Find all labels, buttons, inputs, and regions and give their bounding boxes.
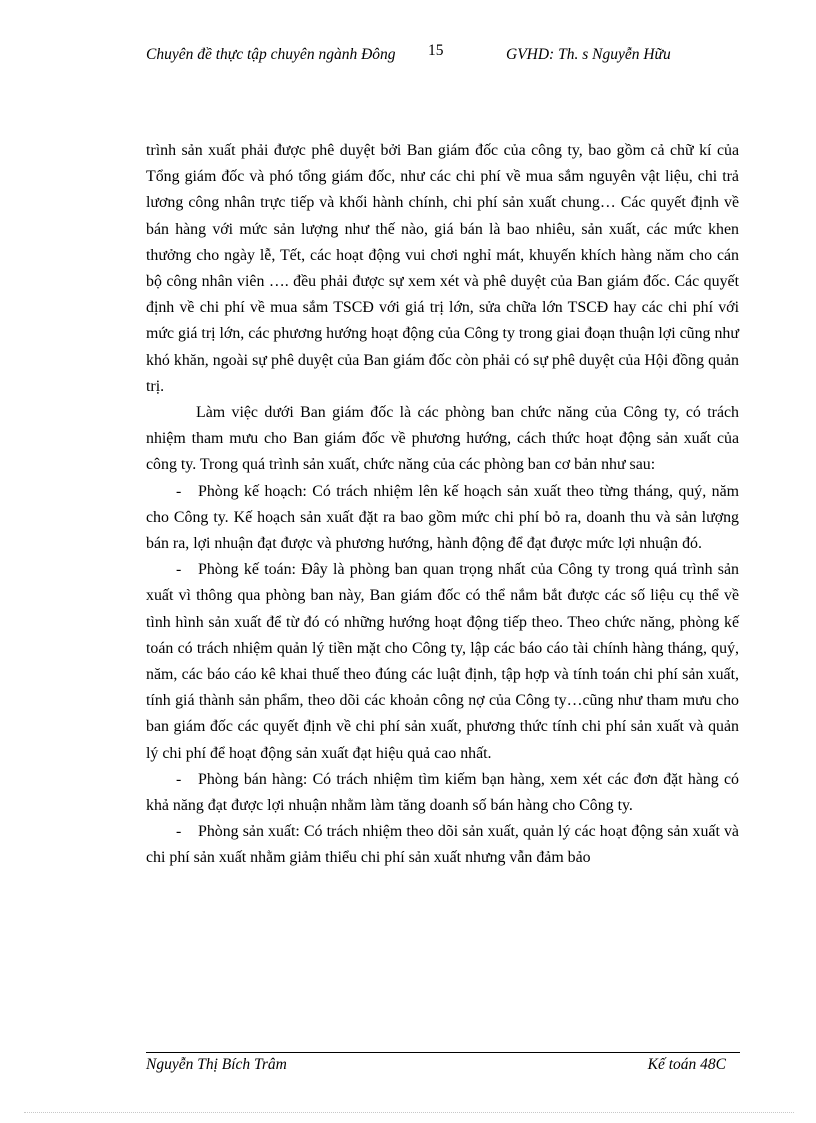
- header-advisor: GVHD: Th. s Nguyễn Hữu: [506, 46, 671, 63]
- list-dash: -: [176, 770, 182, 788]
- page-number: 15: [428, 42, 444, 59]
- paragraph: trình sản xuất phải được phê duyệt bởi Ban giám đốc của công ty, bao gồm cả chữ kí của Tổng giám đốc và phó tổng giám đốc, như các chi phí về mua sắm nguyên vật liệu, chi trả lương công nhân trực tiếp và khối hành chính, chi phí sản xuất chung… Các quyết định về bán hàng với mức sản lượng như thế nào, giá bán là bao nhiêu, sản xuất, các mức khen thưởng cho ngày lễ, Tết, các hoạt động vui chơi nghỉ mát, khuyến khích hàng năm cho cán bộ công nhân viên …. đều phải được sự xem xét và phê duyệt của Ban giám đốc. Các quyết định về chi phí về mua sắm TSCĐ với giá trị lớn, sửa chữa lớn TSCĐ hay các chi phí với mức giá trị lớn, các phương hướng hoạt động của Công ty trong giai đoạn thuận lợi cũng như khó khăn, ngoài sự phê duyệt của Ban giám đốc còn phải có sự phê duyệt của Hội đồng quản trị.: [146, 142, 739, 395]
- footer-divider: [146, 1052, 740, 1053]
- list-item-text: Phòng sản xuất: Có trách nhiệm theo dõi sản xuất, quản lý các hoạt động sản xuất và chi phí sản xuất nhằm giảm thiểu chi phí sản xuất nhưng vẫn đảm bảo: [146, 823, 739, 867]
- list-dash: -: [176, 482, 182, 500]
- list-dash: -: [176, 823, 182, 841]
- document-body: [146, 138, 739, 872]
- list-item: [146, 479, 739, 558]
- list-item: [146, 767, 739, 819]
- footer-class: Kế toán 48C: [647, 1056, 726, 1073]
- list-item-text: Phòng kế toán: Đây là phòng ban quan trọng nhất của Công ty trong quá trình sản xuất vì thông qua phòng ban này, Ban giám đốc có thể nắm bắt được các số liệu cụ thể về tình hình sản xuất để từ đó có những hướng hoạt động tiếp theo. Theo chức năng, phòng kế toán có trách nhiệm quản lý tiền mặt cho Công ty, lập các báo cáo tài chính hàng tháng, quý, năm, các báo cáo kê khai thuế theo đúng các luật định, tập hợp và tính toán chi phí sản xuất, tính giá thành sản phẩm, theo dõi các khoản công nợ của Công ty…cũng như tham mưu cho ban giám đốc các quyết định về chi phí sản xuất, phương thức tính chi phí sản xuất và quản lý chi phí để hoạt động sản xuất đạt hiệu quả cao nhất.: [146, 561, 739, 762]
- header-title: Chuyên đề thực tập chuyên ngành Đông: [146, 46, 396, 63]
- list-dash: -: [176, 561, 182, 579]
- paragraph: Làm việc dưới Ban giám đốc là các phòng ban chức năng của Công ty, có trách nhiệm tham mưu cho Ban giám đốc về phương hướng, cách thức hoạt động sản xuất của công ty. Trong quá trình sản xuất, chức năng của các phòng ban cơ bản như sau:: [146, 404, 739, 474]
- list-item-text: Phòng kế hoạch: Có trách nhiệm lên kế hoạch sản xuất theo từng tháng, quý, năm cho Công ty. Kế hoạch sản xuất đặt ra bao gồm mức chi phí bỏ ra, doanh thu và sản lượng bán ra, lợi nhuận đạt được và phương hướng, hành động để đạt được mức lợi nhuận đó.: [146, 482, 739, 553]
- page-header: [146, 44, 746, 94]
- footer-author: Nguyễn Thị Bích Trâm: [146, 1056, 287, 1073]
- page-bottom-border: [24, 1112, 794, 1113]
- list-item-text: Phòng bán hàng: Có trách nhiệm tìm kiếm bạn hàng, xem xét các đơn đặt hàng có khả năng đạt được lợi nhuận nhằm làm tăng doanh số bán hàng cho Công ty.: [146, 770, 739, 815]
- list-item: [146, 557, 739, 767]
- page-footer: [146, 1056, 740, 1080]
- list-item: [146, 819, 739, 871]
